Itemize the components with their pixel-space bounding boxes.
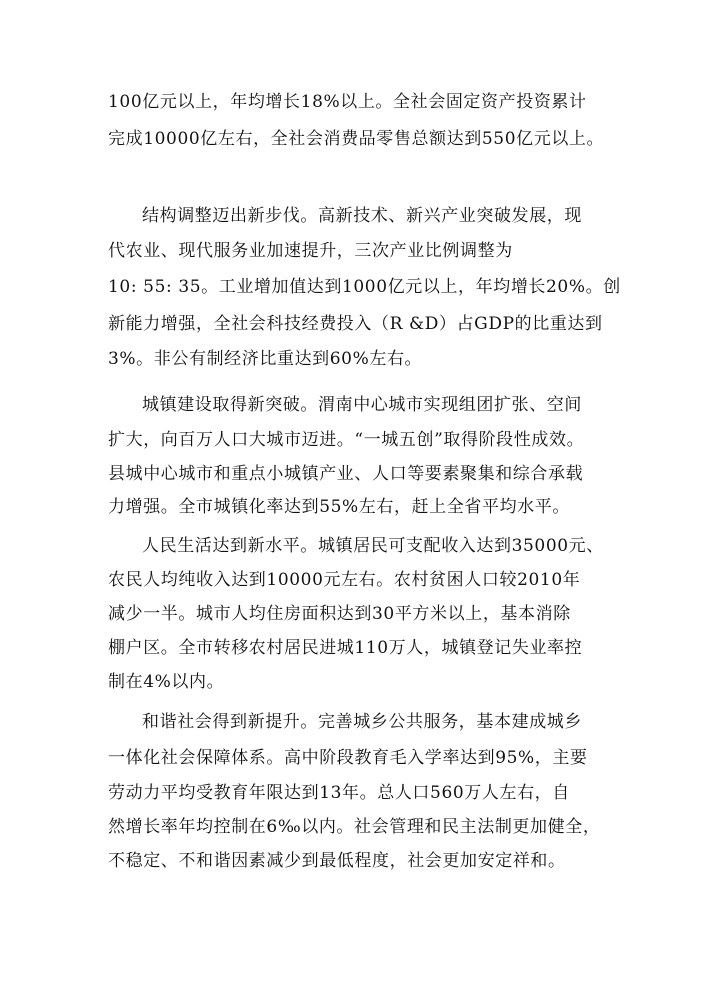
text-line: 新能力增强，全社会科技经费投入（R &D）占GDP的比重达到	[108, 314, 603, 334]
text-line: 力增强。全市城镇化率达到55%左右，赶上全省平均水平。	[108, 497, 570, 517]
text-line: 3%。非公有制经济比重达到60%左右。	[108, 349, 423, 369]
text-line: 然增长率年均控制在6‰以内。社会管理和民主法制更加健全，	[108, 817, 601, 837]
text-line: 县城中心城市和重点小城镇产业、人口等要素聚集和综合承载	[108, 464, 584, 484]
text-line: 制在4%以内。	[108, 672, 225, 692]
text-line: 减少一半。城市人均住房面积达到30平方米以上，基本消除	[108, 604, 571, 624]
text-line: 扩大，向百万人口大城市迈进。“一城五创”取得阶段性成效。	[108, 430, 585, 450]
paragraph-start-livelihood: 人民生活达到新水平。城镇居民可支配收入达到35000元、	[142, 536, 604, 556]
text-line: 农民人均纯收入达到10000元左右。农村贫困人口较2010年	[108, 570, 581, 590]
text-line: 10: 55: 35。工业增加值达到1000亿元以上，年均增长20%。创	[108, 277, 621, 297]
text-line: 代农业、现代服务业加速提升，三次产业比例调整为	[108, 241, 513, 261]
paragraph-start-urbanization: 城镇建设取得新突破。渭南中心城市实现组团扩张、空间	[142, 395, 582, 415]
text-line: 100亿元以上，年均增长18%以上。全社会固定资产投资累计	[108, 92, 587, 112]
paragraph-start-structure: 结构调整迈出新步伐。高新技术、新兴产业突破发展，现	[142, 206, 582, 226]
text-line: 劳动力平均受教育年限达到13年。总人口560万人左右，自	[108, 783, 570, 803]
text-line: 棚户区。全市转移农村居民进城110万人，城镇登记失业率控	[108, 638, 583, 658]
text-line: 不稳定、不和谐因素减少到最低程度，社会更加安定祥和。	[108, 851, 566, 871]
text-line: 完成10000亿左右，全社会消费品零售总额达到550亿元以上。	[108, 129, 605, 149]
text-line: 一体化社会保障体系。高中阶段教育毛入学率达到95%，主要	[108, 748, 588, 768]
paragraph-start-society: 和谐社会得到新提升。完善城乡公共服务，基本建成城乡	[142, 712, 582, 732]
